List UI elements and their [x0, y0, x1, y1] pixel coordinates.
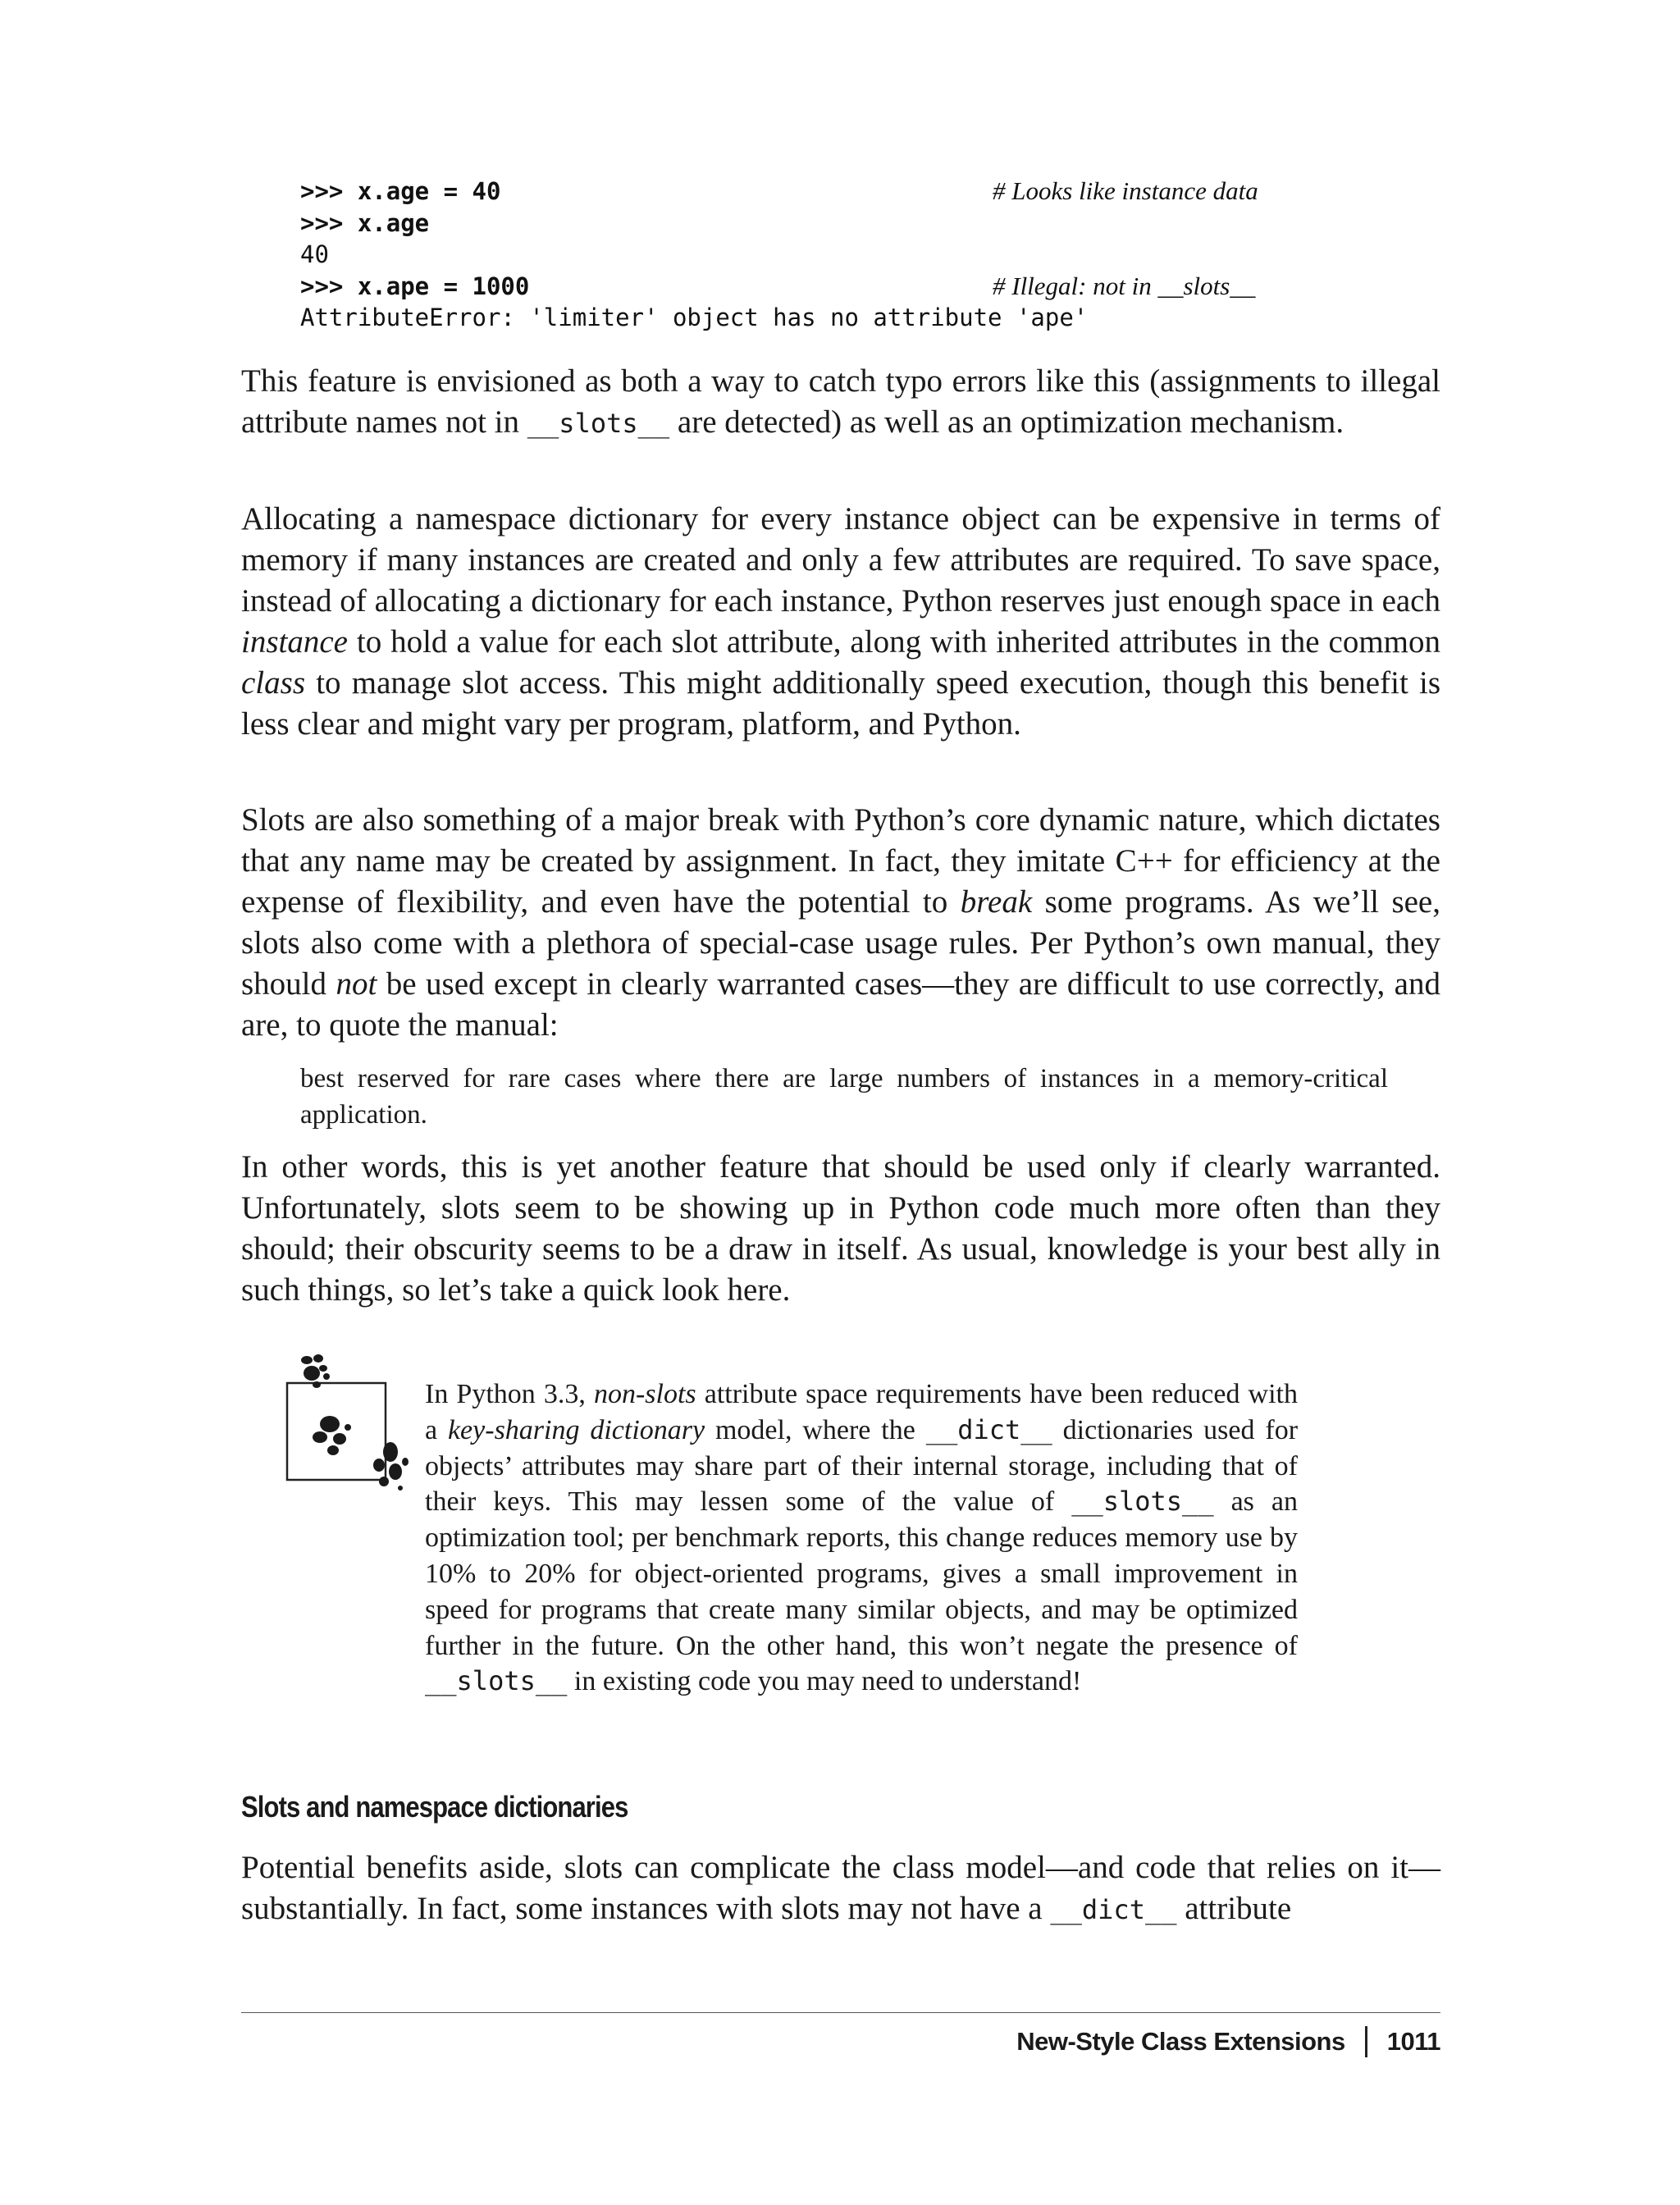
inline-code: __slots__: [1071, 1486, 1214, 1518]
paragraph-complications: [241, 1847, 1440, 1930]
raccoon-note-icon: [282, 1352, 422, 1500]
footer-separator: [1365, 2026, 1367, 2057]
page-footer: [1016, 2026, 1440, 2057]
text: This feature is envisioned as both a way to catch typo errors like this (assignments to illegal attribute names not in: [241, 363, 1440, 440]
emphasis: not: [336, 966, 377, 1002]
emphasis: break: [960, 884, 1033, 920]
code-text: >>> x.ape = 1000: [300, 272, 530, 300]
code-line: [300, 176, 1399, 208]
code-line: [300, 271, 1399, 303]
page-number: 1011: [1386, 2027, 1440, 2056]
paragraph-slots-purpose: [241, 361, 1440, 444]
paragraph-dynamic-nature: [241, 800, 1440, 1046]
text: to hold a value for each slot attribute, along with inherited attributes in the common: [347, 624, 1440, 660]
code-text: >>> x.age = 40: [300, 177, 501, 205]
emphasis: non-slots: [593, 1379, 696, 1409]
emphasis: instance: [241, 624, 348, 660]
text: In Python 3.3,: [425, 1379, 594, 1409]
text: attribute: [1176, 1891, 1292, 1926]
code-example: [300, 176, 1399, 334]
code-text: AttributeError: 'limiter' object has no attribute 'ape': [300, 304, 1089, 331]
code-line: [300, 302, 1399, 334]
text: are detected) as well as an optimization mechanism.: [669, 404, 1344, 440]
section-heading: Slots and namespace dictionaries: [241, 1790, 628, 1824]
text: Slots are also something of a major break with Python’s core dynamic nature, which dictates that any name may be created by assignment. In fact, they imitate C++ for efficiency at the expense of flexibility, and even have the potential to: [241, 802, 1440, 920]
footer-rule: [241, 2012, 1440, 2013]
text: to manage slot access. This might additionally speed execution, though this benefit is less clear and might vary per program, platform, and Python.: [241, 665, 1440, 742]
code-line: [300, 239, 1399, 271]
paragraph-memory: [241, 499, 1440, 745]
code-comment: # Looks like instance data: [993, 176, 1258, 205]
text: some programs. As we’ll see, slots also come with a plethora of special-case usage rules. Per Python’s own manual, they should: [241, 884, 1440, 1002]
python33-note: [425, 1376, 1298, 1700]
text: in existing code you may need to understand!: [567, 1666, 1082, 1697]
code-text: >>> x.age: [300, 208, 430, 237]
text: Potential benefits aside, slots can complicate the class model—and code that relies on it—substantially. In fact, some instances with slots may not have a: [241, 1850, 1440, 1926]
text: model, where the: [705, 1414, 926, 1445]
code-comment: # Illegal: not in __slots__: [993, 271, 1256, 300]
text: Allocating a namespace dictionary for every instance object can be expensive in terms of memory if many instances are created and only a few attributes are required. To save space, instead of allocating a dictionary for each instance, Python reserves just enough space in each: [241, 501, 1440, 619]
inline-code: __slots__: [425, 1665, 568, 1697]
inline-code: __slots__: [527, 408, 670, 439]
inline-code: __dict__: [1050, 1894, 1177, 1925]
code-line: [300, 208, 1399, 240]
paragraph-warranted: In other words, this is yet another feature that should be used only if clearly warranted. Unfortunately, slots seem to be showing up in Python code much more often than they should; their obscurity seems to be a draw in itself. As usual, knowledge is your best ally in such things, so let’s take a quick look here.: [241, 1149, 1440, 1308]
footer-section-title: New-Style Class Extensions: [1016, 2027, 1345, 2056]
code-text: 40: [300, 240, 329, 268]
text: attribute space requirements have been reduced with a: [425, 1379, 1298, 1445]
text: be used except in clearly warranted cases—they are difficult to use correctly, and are, to quote the manual:: [241, 966, 1440, 1043]
inline-code: __dict__: [925, 1413, 1052, 1445]
emphasis: key-sharing dictionary: [447, 1414, 705, 1445]
text: as an optimization tool; per benchmark reports, this change reduces memory use by 10% to 20% for object-oriented programs, gives a small improvement in speed for programs that create many similar objects, and may be optimized further in the future. On the other hand, this won’t negate the presence of: [425, 1486, 1298, 1661]
manual-quote: best reserved for rare cases where there are large numbers of instances in a memory-critical application.: [300, 1064, 1388, 1130]
text: dictionaries used for objects’ attributes may share part of their internal storage, including that of their keys. This may lessen some of the value of: [425, 1414, 1299, 1518]
emphasis: class: [241, 665, 305, 701]
